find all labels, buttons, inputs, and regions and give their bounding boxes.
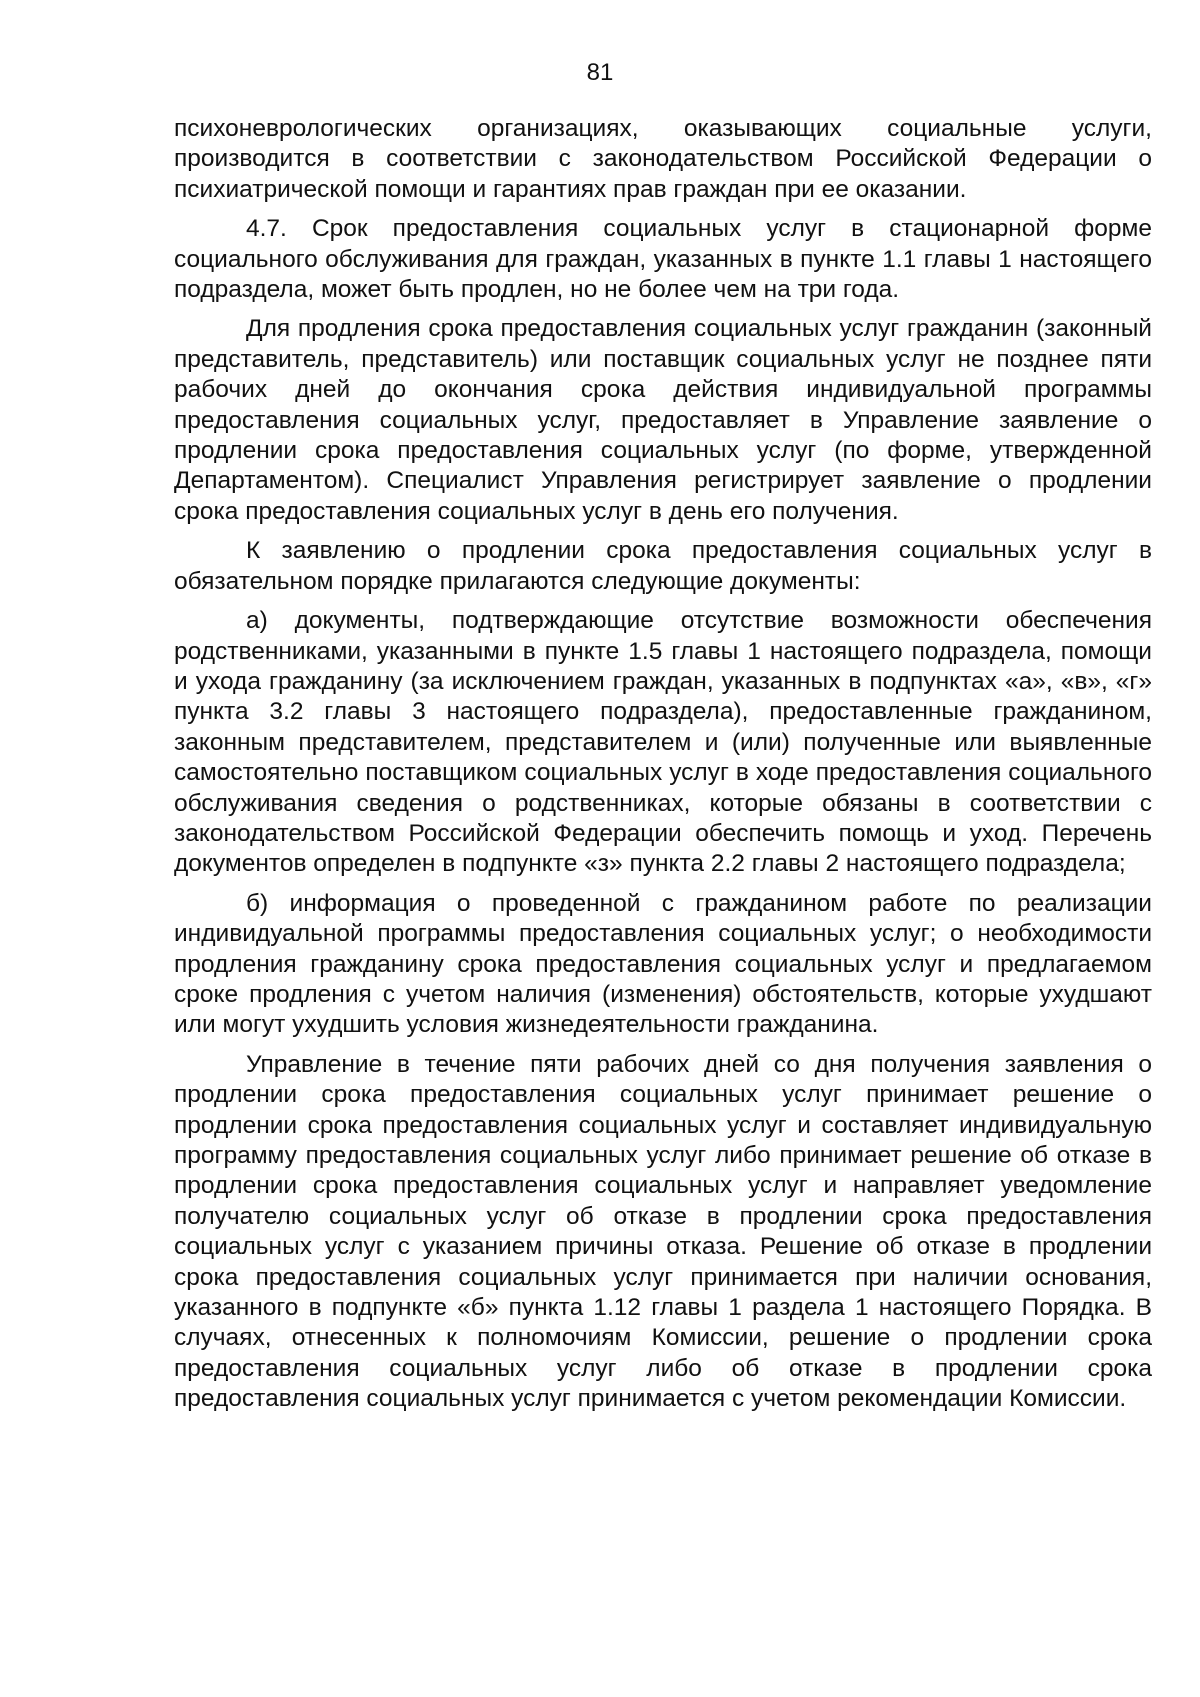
paragraph-item-a: а) документы, подтверждающие отсутствие возможности обеспечения родственниками, указанными в пункте 1.5 главы 1 настоящего подраздела, помощи и ухода гражданину (за исключением граждан, указанных в подпунктах «а», «в», «г» пункта 3.2 главы 3 настоящего подраздела), предоставленные гражданином, законным представителем, представителем и (или) полученные или выявленные самостоятельно поставщиком социальных услуг в ходе предоставления социального обслуживания сведения о родственниках, которые обязаны в соответствии с законодательством Российской Федерации обеспечить помощь и уход. Перечень документов определен в подпункте «з» пункта 2.2 главы 2 настоящего подраздела;	[174, 607, 1152, 878]
paragraph-item-b: б) информация о проведенной с гражданином работе по реализации индивидуальной программы предоставления социальных услуг; о необходимости продления гражданину срока предоставления социальных услуг и предлагаемом сроке продления с учетом наличия (изменения) обстоятельств, которые ухудшают или могут ухудшить условия жизнедеятельности гражданина.	[174, 889, 1152, 1039]
paragraph-decision: Управление в течение пяти рабочих дней со дня получения заявления о продлении срока предоставления социальных услуг принимает решение о продлении срока предоставления социальных услуг и составляет индивидуальную программу предоставления социальных услуг либо принимает решение об отказе в продлении срока предоставления социальных услуг и направляет уведомление получателю социальных услуг об отказе в продлении срока предоставления социальных услуг с указанием причины отказа. Решение об отказе в продлении срока предоставления социальных услуг принимается при наличии основания, указанного в подпункте «б» пункта 1.12 главы 1 раздела 1 настоящего Порядка. В случаях, отнесенных к полномочиям Комиссии, решение о продлении срока предоставления социальных услуг либо об отказе в продлении срока предоставления социальных услуг принимается с учетом рекомендации Комиссии.	[174, 1050, 1152, 1413]
paragraph-required-documents: К заявлению о продлении срока предоставления социальных услуг в обязательном порядке прилагаются следующие документы:	[174, 537, 1152, 595]
page-number: 81	[586, 59, 614, 86]
paragraph-extension-procedure: Для продления срока предоставления социальных услуг гражданин (законный представитель, представитель) или поставщик социальных услуг не позднее пяти рабочих дней до окончания срока действия индивидуальной программы предоставления социальных услуг, предоставляет в Управление заявление о продлении срока предоставления социальных услуг (по форме, утвержденной Департаментом). Специалист Управления регистрирует заявление о продлении срока предоставления социальных услуг в день его получения.	[174, 315, 1152, 525]
paragraph-continuation: психоневрологических организациях, оказывающих социальные услуги, производится в соответствии с законодательством Российской Федерации о психиатрической помощи и гарантиях прав граждан при ее оказании.	[174, 115, 1152, 203]
paragraph-section-4-7: 4.7. Срок предоставления социальных услуг в стационарной форме социального обслуживания для граждан, указанных в пункте 1.1 главы 1 настоящего подраздела, может быть продлен, но не более чем на три года.	[174, 215, 1152, 304]
document-body	[174, 114, 1152, 1424]
